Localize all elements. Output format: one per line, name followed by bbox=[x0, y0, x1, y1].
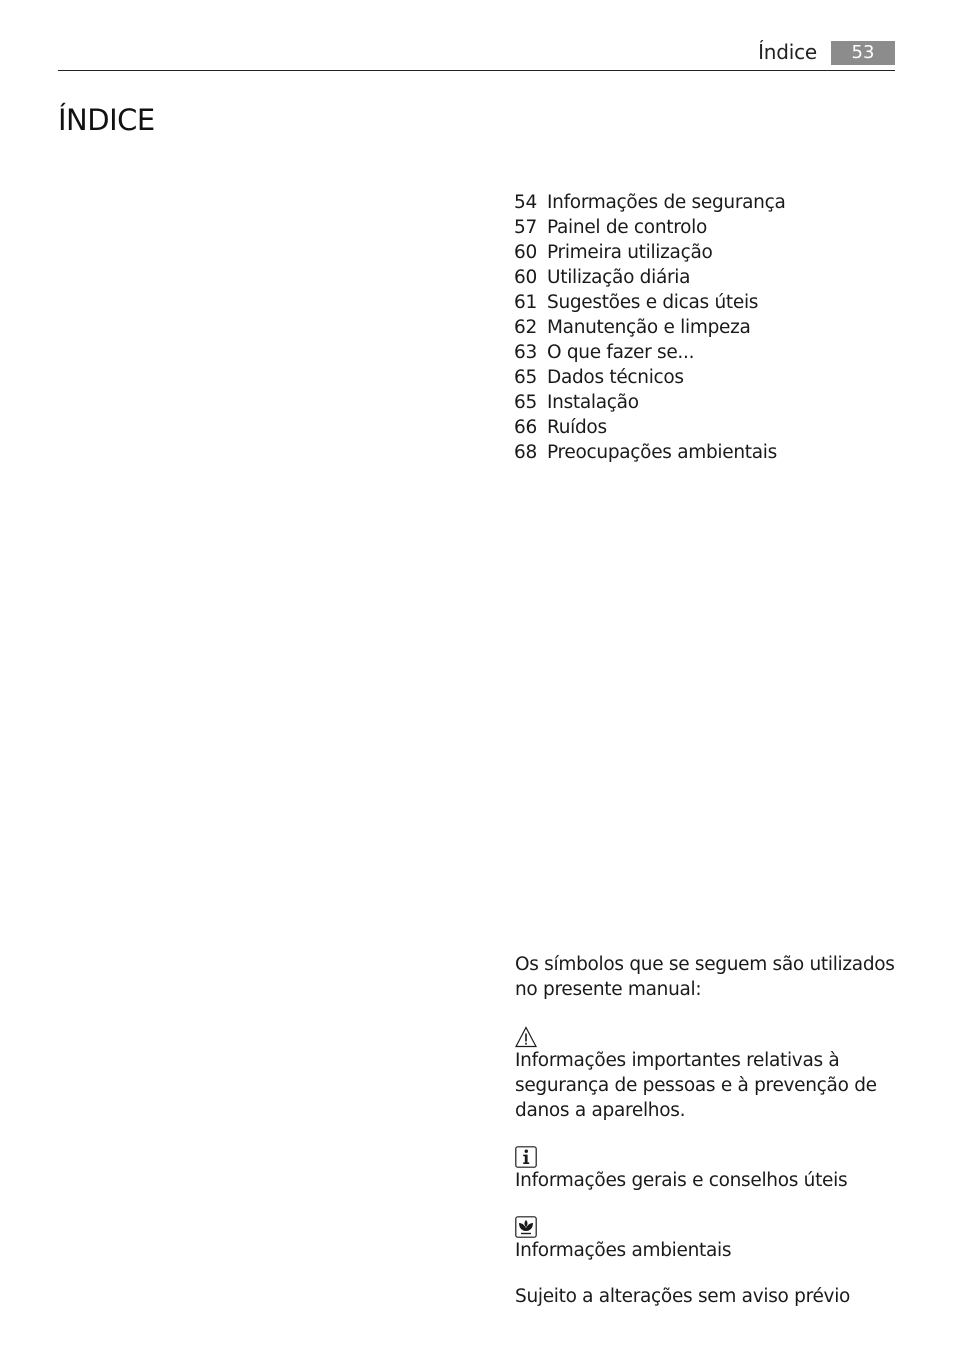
toc-page-number: 60 bbox=[514, 267, 537, 288]
toc-label: Instalação bbox=[547, 392, 639, 413]
toc-label: Preocupações ambientais bbox=[547, 442, 777, 463]
info-icon bbox=[515, 1146, 537, 1168]
toc-label: Informações de segurança bbox=[547, 192, 786, 213]
toc-label: Dados técnicos bbox=[547, 367, 684, 388]
toc-label: O que fazer se... bbox=[547, 342, 695, 363]
toc-label: Sugestões e dicas úteis bbox=[547, 292, 759, 313]
toc-entry[interactable] bbox=[514, 215, 786, 240]
toc-label: Manutenção e limpeza bbox=[547, 317, 751, 338]
toc-entry[interactable] bbox=[514, 340, 786, 365]
toc-entry[interactable] bbox=[514, 190, 786, 215]
toc-entry[interactable] bbox=[514, 315, 786, 340]
toc-page-number: 66 bbox=[514, 417, 537, 438]
environment-leaf-icon bbox=[515, 1216, 537, 1238]
toc-entry[interactable] bbox=[514, 415, 786, 440]
warning-triangle-icon bbox=[515, 1026, 537, 1048]
toc-page-number: 62 bbox=[514, 317, 537, 338]
header-divider bbox=[58, 70, 895, 71]
symbol-item-warning bbox=[515, 1026, 895, 1123]
toc-page-number: 63 bbox=[514, 342, 537, 363]
symbol-description: Informações gerais e conselhos úteis bbox=[515, 1170, 848, 1191]
toc-entry[interactable] bbox=[514, 390, 786, 415]
toc-page-number: 65 bbox=[514, 367, 537, 388]
toc-label: Ruídos bbox=[547, 417, 607, 438]
symbols-legend bbox=[515, 952, 895, 1261]
toc-page-number: 60 bbox=[514, 242, 537, 263]
page-number-badge: 53 bbox=[831, 41, 895, 65]
toc-entry[interactable] bbox=[514, 290, 786, 315]
toc-entry[interactable] bbox=[514, 365, 786, 390]
toc-label: Primeira utilização bbox=[547, 242, 713, 263]
toc-entry[interactable] bbox=[514, 265, 786, 290]
toc-entry[interactable] bbox=[514, 240, 786, 265]
symbol-item-environment bbox=[515, 1216, 895, 1263]
symbol-description: Informações ambientais bbox=[515, 1240, 732, 1261]
symbol-item-info bbox=[515, 1146, 895, 1193]
symbols-intro: Os símbolos que se seguem são utilizados no presente manual: bbox=[515, 954, 895, 1000]
footnote: Sujeito a alterações sem aviso prévio bbox=[515, 1286, 851, 1307]
toc-label: Utilização diária bbox=[547, 267, 691, 288]
symbol-description: Informações importantes relativas à segurança de pessoas e à prevenção de danos a aparelhos. bbox=[515, 1050, 877, 1121]
toc-page-number: 68 bbox=[514, 442, 537, 463]
header-section-label: Índice bbox=[758, 40, 817, 64]
toc-page-number: 57 bbox=[514, 217, 537, 238]
toc-label: Painel de controlo bbox=[547, 217, 707, 238]
toc-page-number: 61 bbox=[514, 292, 537, 313]
page-title: ÍNDICE bbox=[58, 103, 155, 137]
toc-page-number: 54 bbox=[514, 192, 537, 213]
toc-entry[interactable] bbox=[514, 440, 786, 465]
toc-page-number: 65 bbox=[514, 392, 537, 413]
table-of-contents bbox=[514, 190, 786, 465]
